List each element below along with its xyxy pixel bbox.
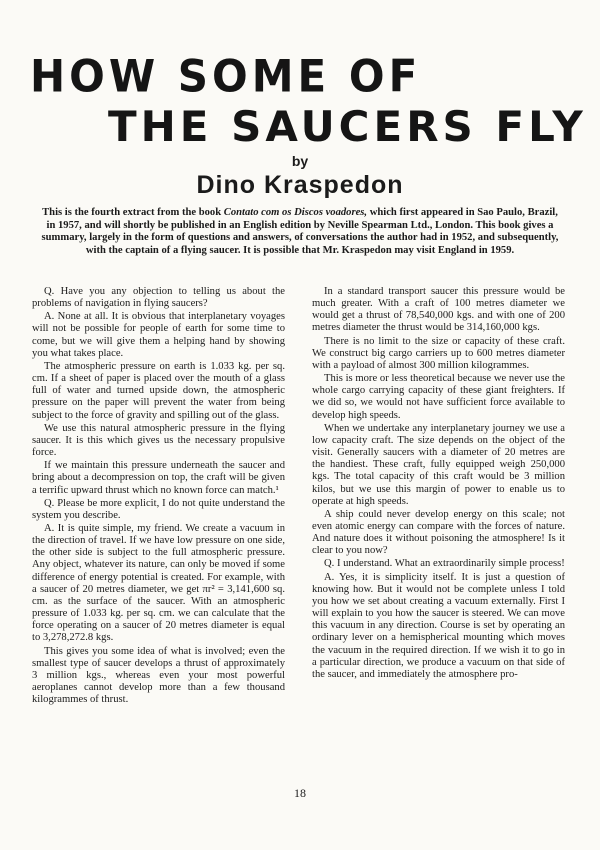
page-number: 18 [294,786,306,800]
right-paragraph: This is more or less theoretical because we never use the whole cargo carrying capacity of these giant freighters. If we did so, we would not have sufficient force available to develop high speeds. [312,373,565,421]
right-paragraph: A ship could never develop energy on this scale; not even atomic energy can compare with the forces of nature. And nature does it without poisoning the atmosphere! Is it clear to you now? [312,508,565,557]
left-paragraph: Q. Please be more explicit, I do not quite understand the system you describe. [32,497,285,521]
right-paragraph: A. Yes, it is simplicity itself. It is just a question of knowing how. But it would not be complete unless I told you how we set about creating a vacuum externally. First I will explain to you how the saucer is steered. We can move this vacuum in any direction. Course is set by operating an ordinary lever on a hemispherical mounting which moves the vacuum in the required direction. If we wish it to go in a particular direction, we produce a vacuum on that side of the saucer, and immediately the atmosphere pro- [312,571,565,680]
intro-text-after: which first appeared in Sao Paulo, Brazil, in 1957, and will shortly be published in an English edition by Neville Spearman Ltd., London. This book gives a summary, largely in the form of questions and answers, of conversations the author had in 1952, and subsequently, with the captain of a flying saucer. It is possible that Mr. Kraspedon may visit England in 1959. [41,207,559,256]
left-paragraph: This gives you some idea of what is involved; even the smallest type of saucer develops a thrust of approximately 3 million kgs., whereas even your most powerful aeroplanes cannot develop more than a few thousand kilogrammes of thrust. [32,645,285,706]
article-title-line-2: THE SAUCERS FLY [108,102,587,151]
right-paragraph: In a standard transport saucer this pressure would be much greater. With a craft of 100 metres diameter we would get a thrust of 78,540,000 kgs. and with one of 200 metres diameter the thrust would be 314,160,000 kgs. [312,286,565,334]
left-paragraph: The atmospheric pressure on earth is 1.033 kg. per sq. cm. If a sheet of paper is placed over the mouth of a glass full of water and turned upside down, the atmospheric pressure on the paper will prevent the water from being subject to the force of gravity and spilling out of the glass. [32,360,285,421]
left-paragraph: Q. Have you any objection to telling us about the problems of navigation in flying saucers? [32,286,285,310]
intro-text-before: This is the fourth extract from the book [42,207,224,218]
right-paragraph: Q. I understand. What an extraordinarily simple process! [324,558,565,570]
left-paragraph: A. It is quite simple, my friend. We create a vacuum in the direction of travel. If we have low pressure on one side, the other side is subject to the full atmospheric pressure. Any object, whatever its nature, can only be moved if some difference of energy potential is created. For example, with a saucer of 20 metres diameter, we get πr² = 3,141,600 sq. cm. as the surface of the saucer. With an atmospheric pressure of 1.033 kg. per sq. cm. we can calculate that the force operating on a saucer of 20 metres diameter is equal to 3,278,272.8 kgs. [32,522,285,644]
left-column [32,286,285,707]
right-paragraph: There is no limit to the size or capacity of these craft. We construct big cargo carriers up to 600 metres diameter with a payload of almost 300 million kilogrammes. [312,335,565,371]
right-column [312,286,565,682]
right-paragraph: When we undertake any interplanetary journey we use a low capacity craft. The size depends on the object of the visit. Generally saucers with a diameter of 20 metres are the handiest. These craft, fully equipped weigh 250,000 kgs. The total capacity of this craft would be 3 million kilos, but we use this margin of power to enable us to operate at high speeds. [312,422,565,507]
author-name: Dino Kraspedon [196,171,404,199]
intro-paragraph [40,207,560,257]
article-title-line-1: HOW SOME OF [30,50,422,103]
left-paragraph: We use this natural atmospheric pressure in the flying saucer. It is this which gives us the necessary propulsive force. [32,422,285,459]
book-title: Contato com os Discos voadores, [223,207,368,218]
byline-prefix: by [291,153,309,169]
left-paragraph: If we maintain this pressure underneath the saucer and bring about a decompression on top, the craft will be given a terrific upward thrust which no known force can match.¹ [32,460,285,496]
left-paragraph: A. None at all. It is obvious that interplanetary voyages will not be possible for people of earth for some time to come, but we will give them a helping hand by showing you what takes place. [32,311,285,359]
